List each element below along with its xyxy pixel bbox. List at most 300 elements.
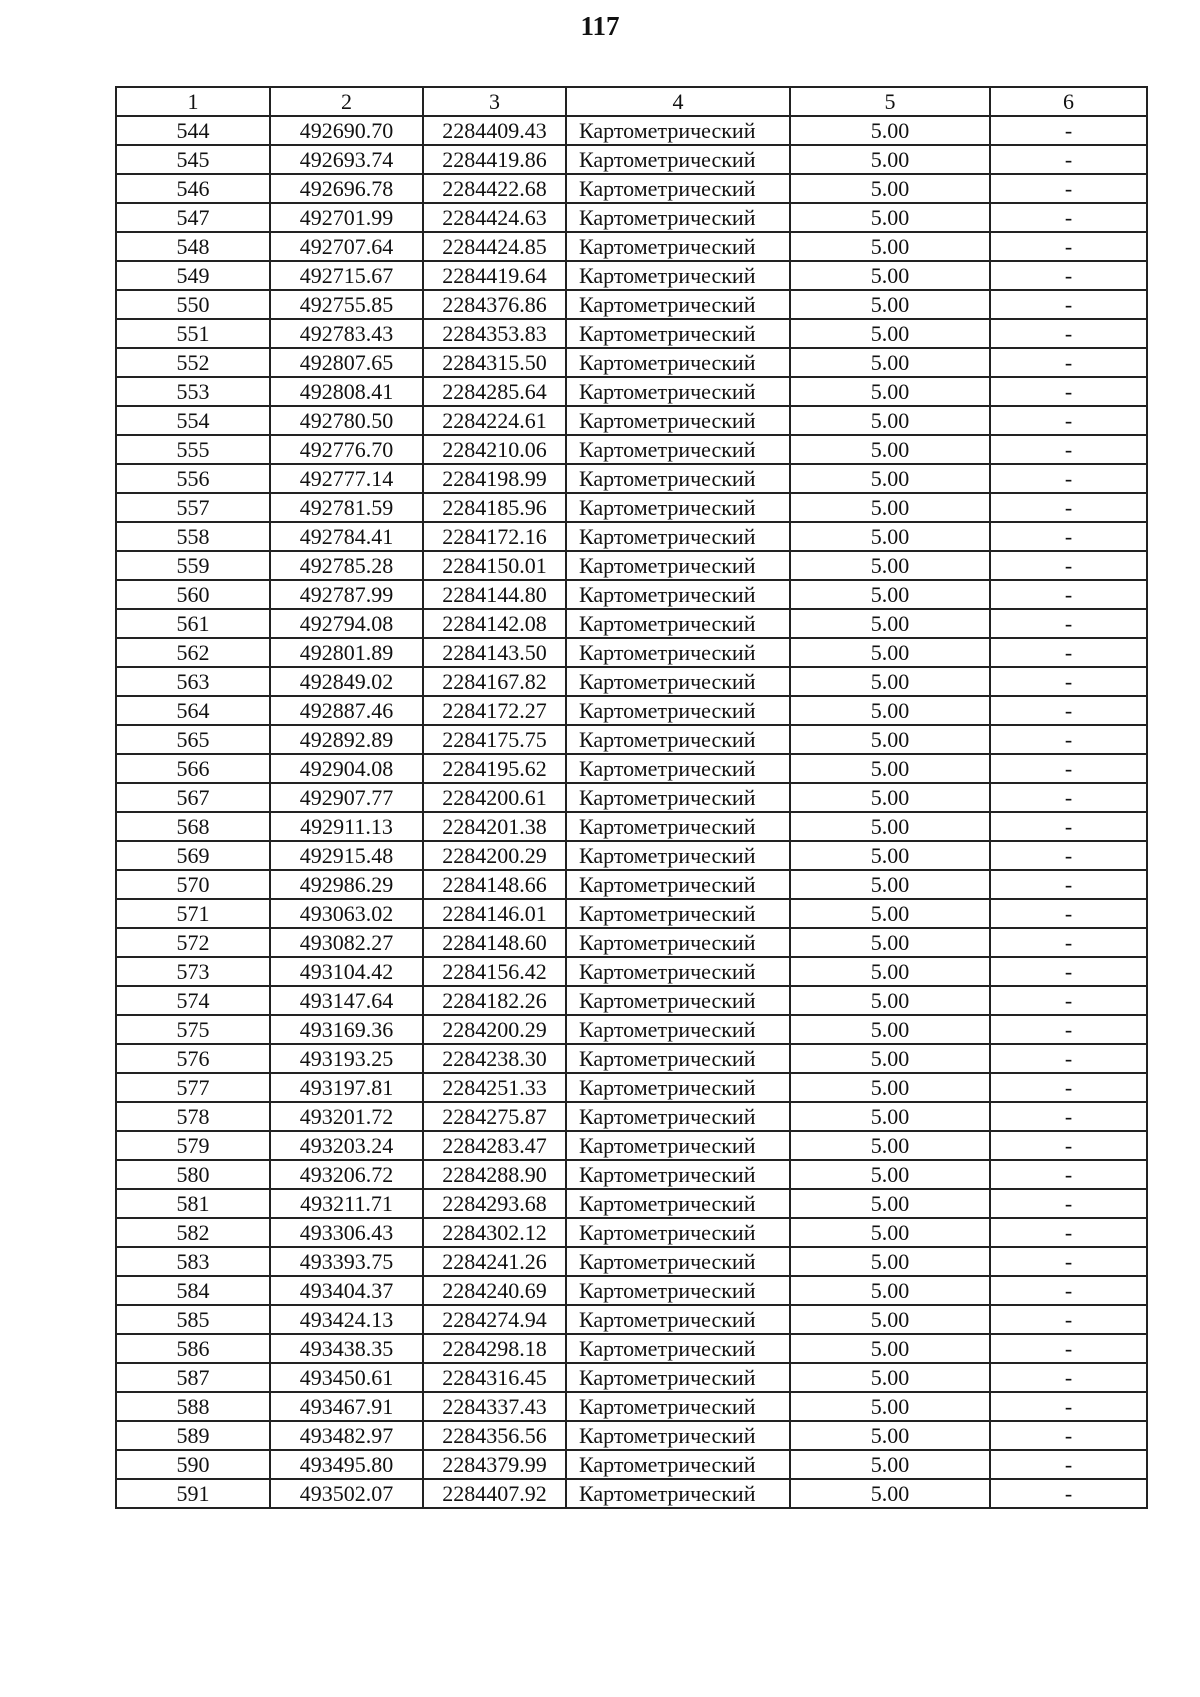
- point-number-cell: 556: [116, 464, 270, 493]
- note-cell: -: [990, 928, 1147, 957]
- column-header: 2: [270, 87, 423, 116]
- table-row: [116, 899, 1147, 928]
- y-coordinate-cell: 2284200.29: [423, 841, 566, 870]
- point-number-cell: 549: [116, 261, 270, 290]
- note-cell: -: [990, 754, 1147, 783]
- point-number-cell: 589: [116, 1421, 270, 1450]
- accuracy-cell: 5.00: [790, 116, 990, 145]
- x-coordinate-cell: 493482.97: [270, 1421, 423, 1450]
- point-number-cell: 559: [116, 551, 270, 580]
- table-row: [116, 957, 1147, 986]
- table-row: [116, 812, 1147, 841]
- y-coordinate-cell: 2284210.06: [423, 435, 566, 464]
- method-cell: Картометрический: [566, 1305, 790, 1334]
- y-coordinate-cell: 2284285.64: [423, 377, 566, 406]
- point-number-cell: 564: [116, 696, 270, 725]
- x-coordinate-cell: 492707.64: [270, 232, 423, 261]
- point-number-cell: 584: [116, 1276, 270, 1305]
- method-cell: Картометрический: [566, 754, 790, 783]
- x-coordinate-cell: 493147.64: [270, 986, 423, 1015]
- accuracy-cell: 5.00: [790, 1247, 990, 1276]
- note-cell: -: [990, 609, 1147, 638]
- table-row: [116, 377, 1147, 406]
- coordinates-table: [115, 86, 1148, 1509]
- point-number-cell: 588: [116, 1392, 270, 1421]
- y-coordinate-cell: 2284175.75: [423, 725, 566, 754]
- x-coordinate-cell: 492849.02: [270, 667, 423, 696]
- column-header: 6: [990, 87, 1147, 116]
- method-cell: Картометрический: [566, 1102, 790, 1131]
- point-number-cell: 547: [116, 203, 270, 232]
- point-number-cell: 562: [116, 638, 270, 667]
- x-coordinate-cell: 493424.13: [270, 1305, 423, 1334]
- note-cell: -: [990, 1392, 1147, 1421]
- accuracy-cell: 5.00: [790, 986, 990, 1015]
- note-cell: -: [990, 1450, 1147, 1479]
- method-cell: Картометрический: [566, 1015, 790, 1044]
- point-number-cell: 583: [116, 1247, 270, 1276]
- accuracy-cell: 5.00: [790, 754, 990, 783]
- column-header: 1: [116, 87, 270, 116]
- point-number-cell: 590: [116, 1450, 270, 1479]
- accuracy-cell: 5.00: [790, 667, 990, 696]
- point-number-cell: 552: [116, 348, 270, 377]
- y-coordinate-cell: 2284356.56: [423, 1421, 566, 1450]
- method-cell: Картометрический: [566, 638, 790, 667]
- point-number-cell: 591: [116, 1479, 270, 1508]
- table-row: [116, 783, 1147, 812]
- method-cell: Картометрический: [566, 232, 790, 261]
- x-coordinate-cell: 492783.43: [270, 319, 423, 348]
- table-row: [116, 522, 1147, 551]
- method-cell: Картометрический: [566, 116, 790, 145]
- table-header-row: [116, 87, 1147, 116]
- y-coordinate-cell: 2284274.94: [423, 1305, 566, 1334]
- accuracy-cell: 5.00: [790, 232, 990, 261]
- accuracy-cell: 5.00: [790, 1073, 990, 1102]
- point-number-cell: 570: [116, 870, 270, 899]
- x-coordinate-cell: 493197.81: [270, 1073, 423, 1102]
- table-row: [116, 1247, 1147, 1276]
- x-coordinate-cell: 492787.99: [270, 580, 423, 609]
- note-cell: -: [990, 725, 1147, 754]
- x-coordinate-cell: 493169.36: [270, 1015, 423, 1044]
- y-coordinate-cell: 2284150.01: [423, 551, 566, 580]
- x-coordinate-cell: 492801.89: [270, 638, 423, 667]
- accuracy-cell: 5.00: [790, 1015, 990, 1044]
- y-coordinate-cell: 2284315.50: [423, 348, 566, 377]
- table-row: [116, 1015, 1147, 1044]
- table-row: [116, 493, 1147, 522]
- accuracy-cell: 5.00: [790, 1131, 990, 1160]
- column-header: 4: [566, 87, 790, 116]
- method-cell: Картометрический: [566, 725, 790, 754]
- column-header: 3: [423, 87, 566, 116]
- accuracy-cell: 5.00: [790, 1392, 990, 1421]
- x-coordinate-cell: 492904.08: [270, 754, 423, 783]
- y-coordinate-cell: 2284200.29: [423, 1015, 566, 1044]
- x-coordinate-cell: 493467.91: [270, 1392, 423, 1421]
- x-coordinate-cell: 492776.70: [270, 435, 423, 464]
- point-number-cell: 561: [116, 609, 270, 638]
- accuracy-cell: 5.00: [790, 696, 990, 725]
- note-cell: -: [990, 522, 1147, 551]
- accuracy-cell: 5.00: [790, 725, 990, 754]
- table-row: [116, 232, 1147, 261]
- note-cell: -: [990, 1073, 1147, 1102]
- method-cell: Картометрический: [566, 928, 790, 957]
- table-row: [116, 1131, 1147, 1160]
- accuracy-cell: 5.00: [790, 609, 990, 638]
- point-number-cell: 569: [116, 841, 270, 870]
- y-coordinate-cell: 2284148.60: [423, 928, 566, 957]
- accuracy-cell: 5.00: [790, 1189, 990, 1218]
- accuracy-cell: 5.00: [790, 1276, 990, 1305]
- y-coordinate-cell: 2284167.82: [423, 667, 566, 696]
- table-row: [116, 290, 1147, 319]
- accuracy-cell: 5.00: [790, 319, 990, 348]
- y-coordinate-cell: 2284424.63: [423, 203, 566, 232]
- method-cell: Картометрический: [566, 174, 790, 203]
- point-number-cell: 551: [116, 319, 270, 348]
- x-coordinate-cell: 492715.67: [270, 261, 423, 290]
- table-row: [116, 551, 1147, 580]
- y-coordinate-cell: 2284185.96: [423, 493, 566, 522]
- note-cell: -: [990, 1160, 1147, 1189]
- method-cell: Картометрический: [566, 841, 790, 870]
- method-cell: Картометрический: [566, 435, 790, 464]
- method-cell: Картометрический: [566, 1363, 790, 1392]
- table-row: [116, 609, 1147, 638]
- page-number: 117: [580, 11, 620, 41]
- note-cell: -: [990, 174, 1147, 203]
- method-cell: Картометрический: [566, 580, 790, 609]
- x-coordinate-cell: 493211.71: [270, 1189, 423, 1218]
- x-coordinate-cell: 492986.29: [270, 870, 423, 899]
- x-coordinate-cell: 493450.61: [270, 1363, 423, 1392]
- note-cell: -: [990, 116, 1147, 145]
- note-cell: -: [990, 1189, 1147, 1218]
- table-row: [116, 145, 1147, 174]
- note-cell: -: [990, 145, 1147, 174]
- point-number-cell: 575: [116, 1015, 270, 1044]
- x-coordinate-cell: 493206.72: [270, 1160, 423, 1189]
- table-row: [116, 928, 1147, 957]
- note-cell: -: [990, 290, 1147, 319]
- table-row: [116, 348, 1147, 377]
- y-coordinate-cell: 2284298.18: [423, 1334, 566, 1363]
- accuracy-cell: 5.00: [790, 522, 990, 551]
- point-number-cell: 567: [116, 783, 270, 812]
- x-coordinate-cell: 493203.24: [270, 1131, 423, 1160]
- accuracy-cell: 5.00: [790, 899, 990, 928]
- y-coordinate-cell: 2284251.33: [423, 1073, 566, 1102]
- x-coordinate-cell: 492780.50: [270, 406, 423, 435]
- table-row: [116, 1276, 1147, 1305]
- x-coordinate-cell: 493193.25: [270, 1044, 423, 1073]
- note-cell: -: [990, 232, 1147, 261]
- method-cell: Картометрический: [566, 1189, 790, 1218]
- table-row: [116, 667, 1147, 696]
- x-coordinate-cell: 492701.99: [270, 203, 423, 232]
- method-cell: Картометрический: [566, 1276, 790, 1305]
- x-coordinate-cell: 492690.70: [270, 116, 423, 145]
- note-cell: -: [990, 580, 1147, 609]
- method-cell: Картометрический: [566, 696, 790, 725]
- note-cell: -: [990, 406, 1147, 435]
- y-coordinate-cell: 2284148.66: [423, 870, 566, 899]
- point-number-cell: 548: [116, 232, 270, 261]
- y-coordinate-cell: 2284182.26: [423, 986, 566, 1015]
- x-coordinate-cell: 493104.42: [270, 957, 423, 986]
- note-cell: -: [990, 638, 1147, 667]
- note-cell: -: [990, 551, 1147, 580]
- method-cell: Картометрический: [566, 1218, 790, 1247]
- method-cell: Картометрический: [566, 406, 790, 435]
- table-row: [116, 870, 1147, 899]
- note-cell: -: [990, 348, 1147, 377]
- y-coordinate-cell: 2284376.86: [423, 290, 566, 319]
- note-cell: -: [990, 261, 1147, 290]
- table-row: [116, 1102, 1147, 1131]
- y-coordinate-cell: 2284142.08: [423, 609, 566, 638]
- x-coordinate-cell: 493404.37: [270, 1276, 423, 1305]
- x-coordinate-cell: 493502.07: [270, 1479, 423, 1508]
- method-cell: Картометрический: [566, 986, 790, 1015]
- y-coordinate-cell: 2284293.68: [423, 1189, 566, 1218]
- point-number-cell: 573: [116, 957, 270, 986]
- accuracy-cell: 5.00: [790, 638, 990, 667]
- x-coordinate-cell: 493201.72: [270, 1102, 423, 1131]
- point-number-cell: 550: [116, 290, 270, 319]
- note-cell: -: [990, 1044, 1147, 1073]
- method-cell: Картометрический: [566, 1334, 790, 1363]
- table-row: [116, 638, 1147, 667]
- y-coordinate-cell: 2284424.85: [423, 232, 566, 261]
- method-cell: Картометрический: [566, 957, 790, 986]
- method-cell: Картометрический: [566, 783, 790, 812]
- table-row: [116, 1450, 1147, 1479]
- table-row: [116, 1479, 1147, 1508]
- method-cell: Картометрический: [566, 1392, 790, 1421]
- accuracy-cell: 5.00: [790, 290, 990, 319]
- y-coordinate-cell: 2284419.86: [423, 145, 566, 174]
- accuracy-cell: 5.00: [790, 435, 990, 464]
- note-cell: -: [990, 1276, 1147, 1305]
- y-coordinate-cell: 2284240.69: [423, 1276, 566, 1305]
- accuracy-cell: 5.00: [790, 1160, 990, 1189]
- x-coordinate-cell: 492907.77: [270, 783, 423, 812]
- point-number-cell: 566: [116, 754, 270, 783]
- method-cell: Картометрический: [566, 377, 790, 406]
- point-number-cell: 571: [116, 899, 270, 928]
- note-cell: -: [990, 1479, 1147, 1508]
- method-cell: Картометрический: [566, 348, 790, 377]
- x-coordinate-cell: 492777.14: [270, 464, 423, 493]
- x-coordinate-cell: 492696.78: [270, 174, 423, 203]
- method-cell: Картометрический: [566, 551, 790, 580]
- y-coordinate-cell: 2284238.30: [423, 1044, 566, 1073]
- table-row: [116, 203, 1147, 232]
- x-coordinate-cell: 492915.48: [270, 841, 423, 870]
- method-cell: Картометрический: [566, 1160, 790, 1189]
- table-row: [116, 435, 1147, 464]
- note-cell: -: [990, 986, 1147, 1015]
- accuracy-cell: 5.00: [790, 1305, 990, 1334]
- method-cell: Картометрический: [566, 319, 790, 348]
- note-cell: -: [990, 841, 1147, 870]
- point-number-cell: 553: [116, 377, 270, 406]
- point-number-cell: 587: [116, 1363, 270, 1392]
- method-cell: Картометрический: [566, 1044, 790, 1073]
- y-coordinate-cell: 2284407.92: [423, 1479, 566, 1508]
- y-coordinate-cell: 2284353.83: [423, 319, 566, 348]
- note-cell: -: [990, 1131, 1147, 1160]
- x-coordinate-cell: 492693.74: [270, 145, 423, 174]
- y-coordinate-cell: 2284409.43: [423, 116, 566, 145]
- point-number-cell: 586: [116, 1334, 270, 1363]
- accuracy-cell: 5.00: [790, 870, 990, 899]
- y-coordinate-cell: 2284143.50: [423, 638, 566, 667]
- table-row: [116, 1160, 1147, 1189]
- y-coordinate-cell: 2284144.80: [423, 580, 566, 609]
- x-coordinate-cell: 492887.46: [270, 696, 423, 725]
- note-cell: -: [990, 1218, 1147, 1247]
- method-cell: Картометрический: [566, 1450, 790, 1479]
- table-row: [116, 696, 1147, 725]
- y-coordinate-cell: 2284201.38: [423, 812, 566, 841]
- table-row: [116, 1305, 1147, 1334]
- x-coordinate-cell: 492781.59: [270, 493, 423, 522]
- note-cell: -: [990, 1334, 1147, 1363]
- accuracy-cell: 5.00: [790, 580, 990, 609]
- y-coordinate-cell: 2284156.42: [423, 957, 566, 986]
- point-number-cell: 576: [116, 1044, 270, 1073]
- y-coordinate-cell: 2284422.68: [423, 174, 566, 203]
- y-coordinate-cell: 2284419.64: [423, 261, 566, 290]
- accuracy-cell: 5.00: [790, 261, 990, 290]
- table-row: [116, 1334, 1147, 1363]
- point-number-cell: 585: [116, 1305, 270, 1334]
- y-coordinate-cell: 2284200.61: [423, 783, 566, 812]
- table-row: [116, 754, 1147, 783]
- note-cell: -: [990, 899, 1147, 928]
- point-number-cell: 572: [116, 928, 270, 957]
- accuracy-cell: 5.00: [790, 812, 990, 841]
- method-cell: Картометрический: [566, 870, 790, 899]
- note-cell: -: [990, 1247, 1147, 1276]
- note-cell: -: [990, 812, 1147, 841]
- note-cell: -: [990, 667, 1147, 696]
- table-row: [116, 1218, 1147, 1247]
- note-cell: -: [990, 203, 1147, 232]
- y-coordinate-cell: 2284337.43: [423, 1392, 566, 1421]
- note-cell: -: [990, 1102, 1147, 1131]
- x-coordinate-cell: 492808.41: [270, 377, 423, 406]
- accuracy-cell: 5.00: [790, 1479, 990, 1508]
- table-row: [116, 116, 1147, 145]
- y-coordinate-cell: 2284316.45: [423, 1363, 566, 1392]
- note-cell: -: [990, 1421, 1147, 1450]
- accuracy-cell: 5.00: [790, 841, 990, 870]
- note-cell: -: [990, 377, 1147, 406]
- point-number-cell: 582: [116, 1218, 270, 1247]
- y-coordinate-cell: 2284302.12: [423, 1218, 566, 1247]
- point-number-cell: 558: [116, 522, 270, 551]
- method-cell: Картометрический: [566, 261, 790, 290]
- x-coordinate-cell: 492755.85: [270, 290, 423, 319]
- method-cell: Картометрический: [566, 493, 790, 522]
- table-row: [116, 1189, 1147, 1218]
- table-row: [116, 464, 1147, 493]
- method-cell: Картометрический: [566, 812, 790, 841]
- point-number-cell: 555: [116, 435, 270, 464]
- table-row: [116, 580, 1147, 609]
- note-cell: -: [990, 870, 1147, 899]
- x-coordinate-cell: 493306.43: [270, 1218, 423, 1247]
- note-cell: -: [990, 696, 1147, 725]
- table-row: [116, 319, 1147, 348]
- method-cell: Картометрический: [566, 1073, 790, 1102]
- point-number-cell: 554: [116, 406, 270, 435]
- y-coordinate-cell: 2284172.27: [423, 696, 566, 725]
- accuracy-cell: 5.00: [790, 1218, 990, 1247]
- accuracy-cell: 5.00: [790, 783, 990, 812]
- point-number-cell: 560: [116, 580, 270, 609]
- accuracy-cell: 5.00: [790, 145, 990, 174]
- method-cell: Картометрический: [566, 1421, 790, 1450]
- method-cell: Картометрический: [566, 1479, 790, 1508]
- table-row: [116, 174, 1147, 203]
- table-row: [116, 1421, 1147, 1450]
- x-coordinate-cell: 492911.13: [270, 812, 423, 841]
- point-number-cell: 546: [116, 174, 270, 203]
- accuracy-cell: 5.00: [790, 1421, 990, 1450]
- point-number-cell: 574: [116, 986, 270, 1015]
- accuracy-cell: 5.00: [790, 1363, 990, 1392]
- y-coordinate-cell: 2284146.01: [423, 899, 566, 928]
- note-cell: -: [990, 1305, 1147, 1334]
- method-cell: Картометрический: [566, 609, 790, 638]
- y-coordinate-cell: 2284198.99: [423, 464, 566, 493]
- y-coordinate-cell: 2284241.26: [423, 1247, 566, 1276]
- note-cell: -: [990, 493, 1147, 522]
- accuracy-cell: 5.00: [790, 203, 990, 232]
- note-cell: -: [990, 1015, 1147, 1044]
- method-cell: Картометрический: [566, 290, 790, 319]
- accuracy-cell: 5.00: [790, 464, 990, 493]
- accuracy-cell: 5.00: [790, 928, 990, 957]
- y-coordinate-cell: 2284283.47: [423, 1131, 566, 1160]
- point-number-cell: 578: [116, 1102, 270, 1131]
- method-cell: Картометрический: [566, 1247, 790, 1276]
- note-cell: -: [990, 957, 1147, 986]
- x-coordinate-cell: 492807.65: [270, 348, 423, 377]
- table-body: [116, 116, 1147, 1508]
- method-cell: Картометрический: [566, 145, 790, 174]
- accuracy-cell: 5.00: [790, 406, 990, 435]
- x-coordinate-cell: 492784.41: [270, 522, 423, 551]
- point-number-cell: 565: [116, 725, 270, 754]
- accuracy-cell: 5.00: [790, 1044, 990, 1073]
- accuracy-cell: 5.00: [790, 174, 990, 203]
- x-coordinate-cell: 493063.02: [270, 899, 423, 928]
- table-row: [116, 406, 1147, 435]
- method-cell: Картометрический: [566, 522, 790, 551]
- accuracy-cell: 5.00: [790, 1334, 990, 1363]
- point-number-cell: 544: [116, 116, 270, 145]
- point-number-cell: 577: [116, 1073, 270, 1102]
